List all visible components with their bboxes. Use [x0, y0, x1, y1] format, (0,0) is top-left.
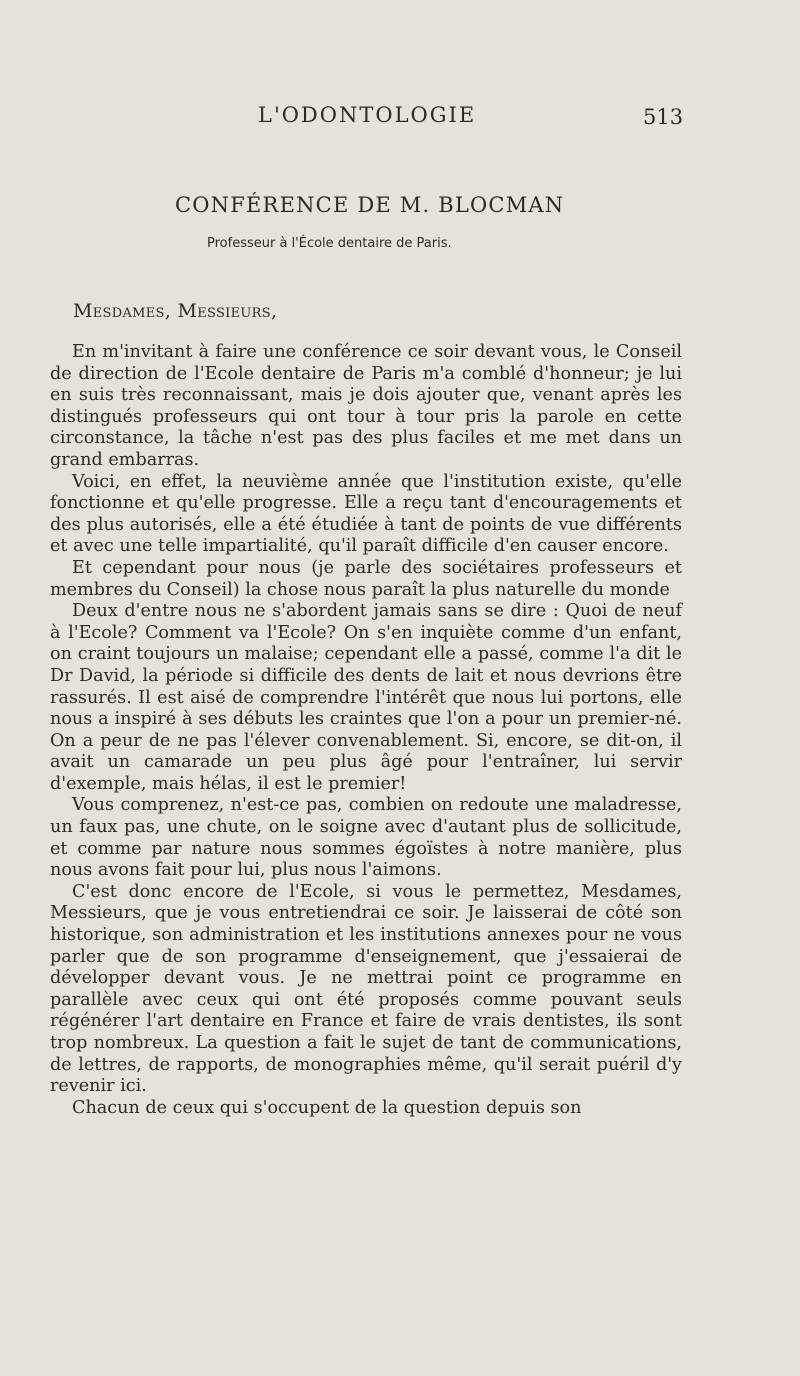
article-subtitle: Professeur à l'École dentaire de Paris.	[207, 236, 452, 251]
article-title: CONFÉRENCE DE M. BLOCMAN	[175, 193, 565, 217]
page-number: 513	[643, 105, 684, 129]
journal-title: L'ODONTOLOGIE	[258, 103, 477, 127]
paragraph-4: Deux d'entre nous ne s'abordent jamais sans se dire : Quoi de neuf à l'Ecole? Comment va l'Ecole? On s'en inquiète comme d'un enfant, on craint toujours un malaise; cependant elle a passé, comme l'a dit le Dr David, la période si difficile des dents de lait et nous devrions être rassurés. Il est aisé de comprendre l'intérêt que nous lui portons, elle nous a inspiré à ses débuts les craintes que l'on a pour un premier-né. On a peur de ne pas l'élever convenablement. Si, encore, se dit-on, il avait un camarade un peu plus âgé pour l'entraîner, lui servir d'exemple, mais hélas, il est le premier!	[50, 601, 682, 794]
salutation: Mesdames, Messieurs,	[73, 300, 278, 322]
article-body	[50, 342, 682, 1119]
paragraph-1: En m'invitant à faire une conférence ce soir devant vous, le Conseil de direction de l'Ecole dentaire de Paris m'a comblé d'honneur; je lui en suis très reconnaissant, mais je dois ajouter que, venant après les distingués professeurs qui ont tour à tour pris la parole en cette circonstance, la tâche n'est pas des plus faciles et me met dans un grand embarras.	[50, 342, 682, 470]
running-header	[0, 103, 800, 133]
paragraph-2: Voici, en effet, la neuvième année que l'institution existe, qu'elle fonctionne et qu'elle progresse. Elle a reçu tant d'encouragements et des plus autorisés, elle a été étudiée à tant de points de vue différents et avec une telle impartialité, qu'il paraît difficile d'en causer encore.	[50, 471, 682, 557]
paragraph-7: Chacun de ceux qui s'occupent de la question depuis son	[72, 1097, 582, 1118]
paragraph-6: C'est donc encore de l'Ecole, si vous le permettez, Mesdames, Messieurs, que je vous entretiendrai ce soir. Je laisserai de côté son historique, son administration et les institutions annexes pour ne vous parler que de son programme d'enseignement, que j'essaierai de développer devant vous. Je ne mettrai point ce programme en parallèle avec ceux qui ont été proposés comme pouvant seuls régénérer l'art dentaire en France et faire de vrais dentistes, ils sont trop nombreux. La question a fait le sujet de tant de communications, de lettres, de rapports, de monographies même, qu'il serait puéril d'y revenir ici.	[50, 881, 682, 1097]
paragraph-5: Vous comprenez, n'est-ce pas, combien on redoute une maladresse, un faux pas, une chute, on le soigne avec d'autant plus de sollicitude, et comme par nature nous sommes égoïstes à notre manière, plus nous avons fait pour lui, plus nous l'aimons.	[50, 795, 682, 881]
paragraph-3: Et cependant pour nous (je parle des sociétaires professeurs et membres du Conseil) la chose nous paraît la plus naturelle du monde	[50, 557, 682, 600]
